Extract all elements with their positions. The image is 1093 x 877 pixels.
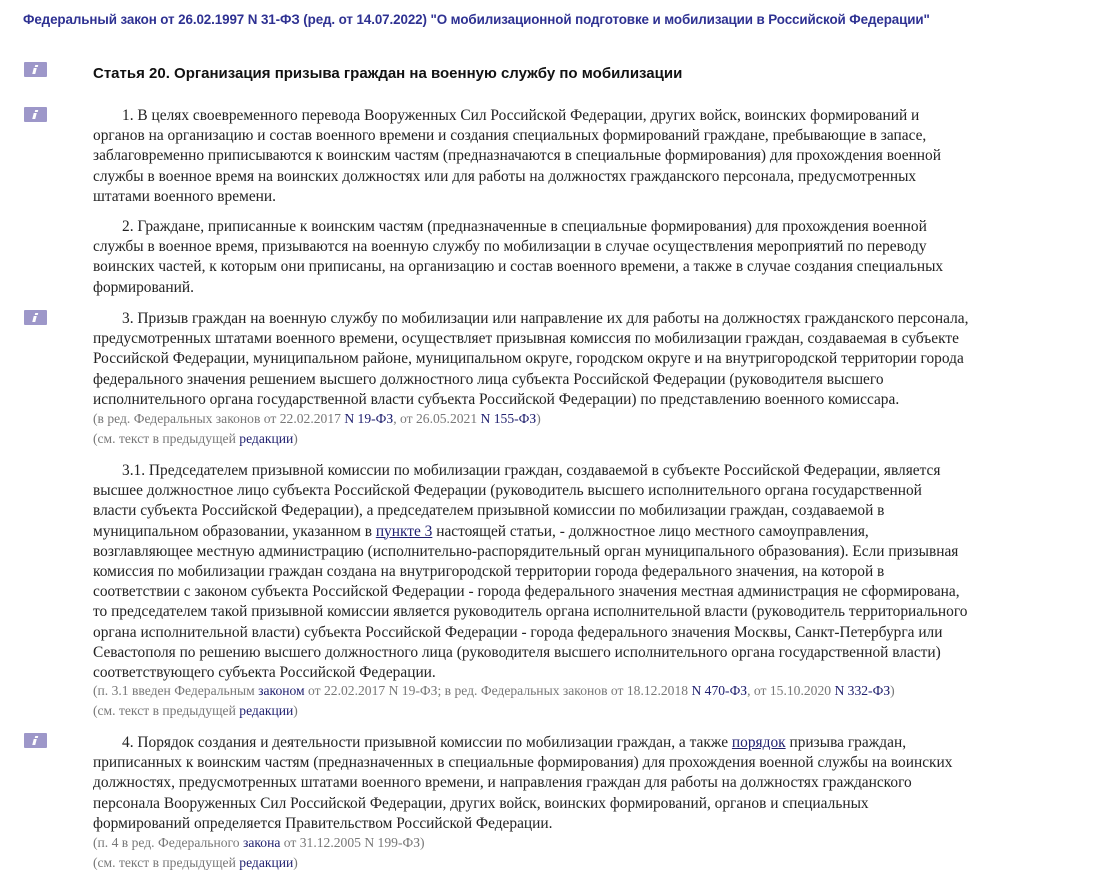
note-text: ) [890,683,895,698]
law-link[interactable]: законом [258,683,305,698]
previous-edition-note [93,854,298,872]
line-text: настоящей статьи, - должностное лицо местного самоуправления, [432,522,869,540]
info-icon[interactable] [24,733,47,748]
amendment-note [93,834,425,852]
paragraph-line: Российской Федерации, муниципальном районе, муниципальном округе, городском округе и на внутригородской территории города [93,350,964,368]
previous-edition-link[interactable]: редакции [239,431,294,446]
paragraph-line: должностях, предусмотренных штатами военного времени, и направления граждан для работы на должностях гражданского [93,774,912,792]
paragraph-line: соответствии с законом субъекта Российской Федерации - города федерального значения местная администрация не сформирована, [93,583,960,601]
law-link[interactable]: N 470-ФЗ [691,683,748,698]
paragraph-line: органа исполнительной власти) субъекта Российской Федерации - города федерального значения Москвы, Санкт-Петербурга или [93,623,943,641]
paragraph-line: воинских частей, к которым они приписаны, на организацию и состав военного времени, а также в случае создания специальных [93,258,944,276]
info-icon[interactable] [24,310,47,325]
note-text: (п. 4 в ред. Федерального [93,835,243,850]
note-text: (п. 3.1 введен Федеральным [93,683,259,698]
document-title[interactable]: Федеральный закон от 26.02.1997 N 31-ФЗ (ред. от 14.07.2022) "О мобилизационной подготовке и мобилизации в Российской Федерации" [23,12,930,27]
paragraph-line [93,733,1053,753]
previous-edition-link[interactable]: редакции [239,855,294,870]
note-text: (см. текст в предыдущей [93,431,240,446]
paragraph-line: исполнительного органа государственной власти субъекта Российской Федерации) по представлению военного комиссара. [93,390,900,408]
paragraph-line: формирований. [93,278,194,296]
paragraph-2 [93,217,1053,298]
previous-edition-note [93,430,298,448]
line-text: призыва граждан, [785,734,907,751]
paragraph-line: предусмотренных штатами военного времени, осуществляет призывная комиссия по мобилизации граждан, создаваемая в субъекте [93,330,959,348]
note-text: , от 15.10.2020 [747,683,835,698]
paragraph-line: 1. В целях своевременного перевода Вооруженных Сил Российской Федерации, других войск, воинских формирований и [122,107,920,124]
paragraph-3 [93,309,1053,410]
paragraph-line: соответствующего субъекта Российской Федерации. [93,664,436,682]
paragraph-line: то председателем такой призывной комиссии является руководитель органа исполнительной власти (руководитель территориального [93,603,968,621]
paragraph-3-1 [93,461,1053,683]
paragraph-line: 3. Призыв граждан на военную службу по мобилизации или направление их для работы на должностях гражданского персонала, [122,310,969,327]
paragraph-line: Севастополя по решению высшего должностного лица (руководителя высшего исполнительного органа государственной власти) [93,643,941,661]
note-text: ) [293,703,298,718]
paragraph-line: федерального значения решением высшего должностного лица субъекта Российской Федерации (руководителя высшего [93,370,884,388]
note-text: , от 26.05.2021 [393,411,481,426]
amendment-note [93,410,541,428]
note-text: от 31.12.2005 N 199-ФЗ) [280,835,425,850]
paragraph-line: органов на организацию и состав военного времени и создания специальных формирований граждане, пребывающие в запасе, [93,127,927,145]
paragraph-line: 3.1. Председателем призывной комиссии по мобилизации граждан, создаваемой в субъекте Российской Федерации, является [122,462,941,479]
note-text: (см. текст в предыдущей [93,703,240,718]
previous-edition-note [93,702,298,720]
law-link[interactable]: N 19-ФЗ [344,411,394,426]
paragraph-line: 2. Граждане, приписанные к воинским частям (предназначенные в специальные формирования) для прохождения военной [122,218,927,235]
paragraph-4 [93,733,1053,834]
note-text: ) [293,855,298,870]
paragraph-line: службы в военное время на воинских должностях или для работы на должностях гражданского персонала, предусмотренных [93,167,917,185]
line-text: муниципальном образовании, указанном в [93,522,376,540]
law-link[interactable]: закона [242,835,281,850]
paragraph-line: формирований определяется Правительством Российской Федерации. [93,814,553,832]
law-link[interactable]: N 332-ФЗ [834,683,891,698]
note-text: (в ред. Федеральных законов от 22.02.2017 [93,411,345,426]
paragraph-line: комиссия по мобилизации граждан создана на внутригородской территории города федерального значения, на которой в [93,563,885,581]
note-text: от 22.02.2017 N 19-ФЗ; в ред. Федеральных законов от 18.12.2018 [304,683,692,698]
paragraph-line: высшее должностное лицо субъекта Российской Федерации (руководитель высшего исполнительного органа государственной [93,482,922,500]
paragraph-line: заблаговременно приписываются к воинским частям (предназначаются в специальные формирования) для прохождения военной [93,147,941,165]
paragraph-1 [93,106,1053,207]
paragraph-line: приписанных к воинским частям (предназначенных в специальные формирования) для прохождения военной службы на воинских [93,754,953,772]
law-link[interactable]: N 155-ФЗ [480,411,537,426]
paragraph-line: персонала Вооруженных Сил Российской Федерации, других войск, воинских формирований, органов и специальных [93,794,869,812]
paragraph-line: власти субъекта Российской Федерации), а председателем призывной комиссии по мобилизации граждан, создаваемой в [93,502,885,520]
paragraph-line [93,522,1053,542]
procedure-link[interactable]: порядок [731,734,786,751]
info-icon[interactable] [24,107,47,122]
paragraph-line: службы в военное время, призываются на военную службу по мобилизации в случае осуществления мероприятий по переводу [93,238,927,256]
previous-edition-link[interactable]: редакции [239,703,294,718]
note-text: ) [293,431,298,446]
clause-3-link[interactable]: пункте 3 [375,522,433,540]
paragraph-line: штатами военного времени. [93,187,276,205]
note-text: ) [536,411,541,426]
note-text: (см. текст в предыдущей [93,855,240,870]
line-text: 4. Порядок создания и деятельности призывной комиссии по мобилизации граждан, а также [122,734,732,751]
article-title: Статья 20. Организация призыва граждан на военную службу по мобилизации [93,65,683,82]
paragraph-line: возглавляющее местную администрацию (исполнительно-распорядительный орган муниципального образования). Если призывная [93,542,959,560]
amendment-note [93,682,895,700]
info-icon[interactable] [24,62,47,77]
